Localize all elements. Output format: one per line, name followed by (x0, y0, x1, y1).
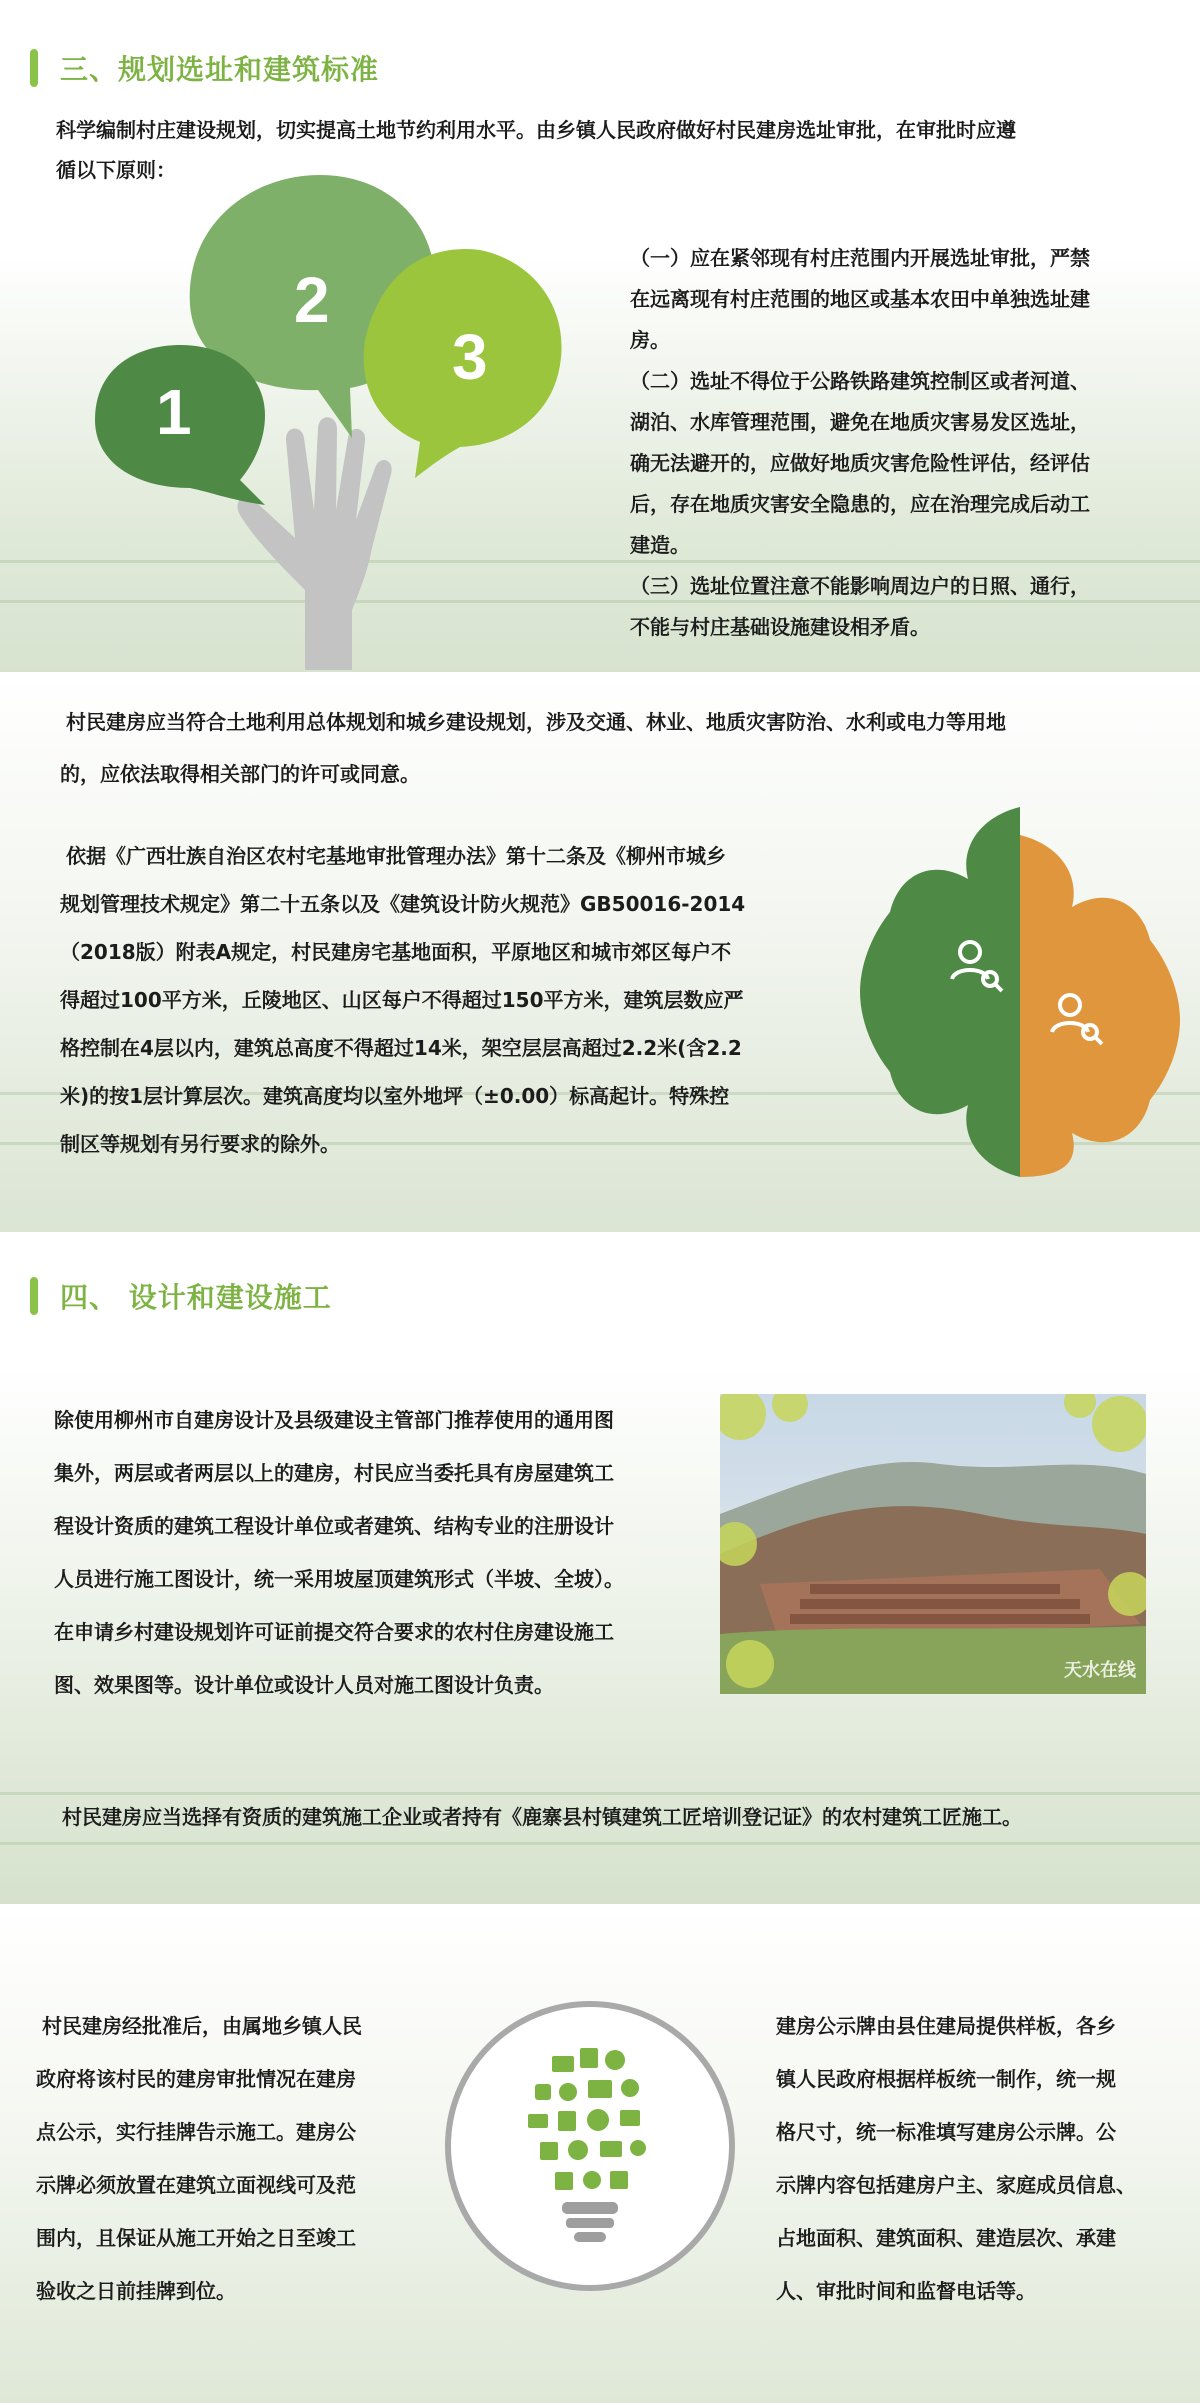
field-stripe (0, 1792, 1200, 1795)
village-photo (720, 1394, 1146, 1694)
construction-paragraph: 村民建房应当选择有资质的建筑施工企业或者持有《鹿寨县村镇建筑工匠培训登记证》的农村建筑工匠施工。 (62, 1805, 1022, 1829)
principle-line: 不能与村庄基础设施建设相矛盾。 (630, 615, 930, 639)
title-accent-bar (30, 1277, 38, 1315)
principle-line: 湖泊、水库管理范围，避免在地质灾害易发区选址， (630, 410, 1090, 434)
paragraph-line: 得超过100平方米，丘陵地区、山区每户不得超过150平方米，建筑层数应严 (60, 988, 744, 1012)
section-4-title: 四、 设计和建设施工 (60, 1281, 332, 1314)
hand-icon (238, 417, 392, 670)
paragraph-line: 集外，两层或者两层以上的建房，村民应当委托具有房屋建筑工 (54, 1461, 614, 1485)
paragraph-line: 围内，且保证从施工开始之日至竣工 (36, 2226, 356, 2250)
paragraph-line: 米)的按1层计算层次。建筑高度均以室外地坪（±0.00）标高起计。特殊控 (60, 1084, 730, 1108)
title-accent-bar (30, 49, 38, 87)
notice-right-paragraph (776, 2000, 1176, 2318)
paragraph-line: 除使用柳州市自建房设计及县级建设主管部门推荐使用的通用图 (54, 1408, 614, 1432)
principle-line: （三）选址位置注意不能影响周边户的日照、通行， (630, 574, 1090, 598)
paragraph-line: 图、效果图等。设计单位或设计人员对施工图设计负责。 (54, 1673, 554, 1697)
puzzle-gear-graphic (860, 807, 1180, 1177)
bubble-number-3: 3 (452, 321, 488, 393)
principle-line: （一）应在紧邻现有村庄范围内开展选址审批，严禁 (630, 246, 1090, 270)
notice-left-paragraph (36, 2000, 416, 2318)
gear-left-half (860, 807, 1020, 1177)
paragraph-line: 示牌必须放置在建筑立面视线可及范 (36, 2173, 356, 2197)
public-notice-block (0, 1904, 1200, 2403)
bubble-number-1: 1 (156, 376, 192, 448)
paragraph-line: 格控制在4层以内，建筑总高度不得超过14米，架空层层高超过2.2米(含2.2 (60, 1036, 742, 1060)
gear-right-half (1020, 835, 1180, 1177)
paragraph-line: 示牌内容包括建房户主、家庭成员信息、 (776, 2173, 1136, 2197)
paragraph-line: 规划管理技术规定》第二十五条以及《建筑设计防火规范》GB50016-2014 (60, 892, 746, 916)
principle-3 (630, 566, 1170, 648)
principle-2 (630, 361, 1170, 566)
bubble-number-2: 2 (294, 264, 330, 336)
paragraph-line: 程设计资质的建筑工程设计单位或者建筑、结构专业的注册设计 (54, 1514, 614, 1538)
section-3 (0, 0, 1200, 672)
paragraph-line: 镇人民政府根据样板统一制作，统一规 (776, 2067, 1116, 2091)
principle-line: 建造。 (630, 533, 690, 557)
paragraph-line: 制区等规划有另行要求的除外。 (60, 1132, 340, 1156)
paragraph-line: 点公示，实行挂牌告示施工。建房公 (36, 2120, 356, 2144)
paragraph-line: 人、审批时间和监督电话等。 (776, 2279, 1036, 2303)
paragraph-line: 占地面积、建筑面积、建造层次、承建 (776, 2226, 1116, 2250)
regulation-paragraph (60, 832, 840, 1168)
paragraph-line: 村民建房经批准后，由属地乡镇人民 (42, 2014, 362, 2038)
intro-line: 循以下原则： (56, 158, 176, 182)
section-4-heading (30, 1274, 332, 1318)
section-3-heading (30, 46, 379, 90)
principles-list (630, 238, 1170, 648)
principle-line: 后，存在地质灾害安全隐患的，应在治理完成后动工 (630, 492, 1090, 516)
paragraph-line: 人员进行施工图设计，统一采用坡屋顶建筑形式（半坡、全坡）。 (54, 1567, 624, 1591)
land-use-paragraph (60, 696, 1160, 800)
principle-line: 确无法避开的，应做好地质灾害危险性评估，经评估 (630, 451, 1090, 475)
design-paragraph (54, 1394, 704, 1712)
principle-line: 在远离现有村庄范围的地区或基本农田中单独选址建 (630, 287, 1090, 311)
paragraph-line: 依据《广西壮族自治区农村宅基地审批管理办法》第十二条及《柳州市城乡 (66, 844, 726, 868)
paragraph-line: （2018版）附表A规定，村民建房宅基地面积，平原地区和城市郊区每户不 (60, 940, 732, 964)
paragraph-line: 村民建房应当符合土地利用总体规划和城乡建设规划，涉及交通、林业、地质灾害防治、水利或电力等用地 (66, 710, 1006, 734)
village-landscape-image (720, 1394, 1146, 1694)
principle-line: 房。 (630, 328, 670, 352)
paragraph-line: 在申请乡村建设规划许可证前提交符合要求的农村住房建设施工 (54, 1620, 614, 1644)
lightbulb-ideas-graphic (440, 1996, 740, 2296)
intro-line: 科学编制村庄建设规划，切实提高土地节约利用水平。由乡镇人民政府做好村民建房选址审批，在审批时应遵 (56, 118, 1016, 142)
principle-1 (630, 238, 1170, 361)
section-4 (0, 1232, 1200, 1904)
paragraph-line: 建房公示牌由县住建局提供样板，各乡 (776, 2014, 1116, 2038)
section-3-title: 三、规划选址和建筑标准 (60, 53, 380, 86)
ring-frame (448, 2004, 732, 2288)
field-stripe (0, 1842, 1200, 1845)
paragraph-line: 政府将该村民的建房审批情况在建房 (36, 2067, 356, 2091)
paragraph-line: 格尺寸，统一标准填写建房公示牌。公 (776, 2120, 1116, 2144)
paragraph-line: 的，应依法取得相关部门的许可或同意。 (60, 762, 420, 786)
principle-line: （二）选址不得位于公路铁路建筑控制区或者河道、 (630, 369, 1090, 393)
photo-watermark: 天水在线 (1064, 1660, 1136, 1681)
paragraph-line: 验收之日前挂牌到位。 (36, 2279, 236, 2303)
land-use-block (0, 672, 1200, 1232)
